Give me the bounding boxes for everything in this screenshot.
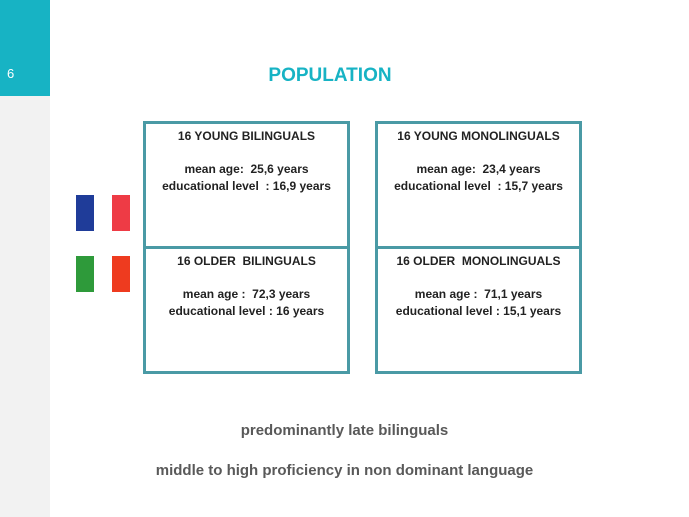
- group-heading: 16 OLDER BILINGUALS: [177, 254, 316, 268]
- group-education-level: educational level : 15,1 years: [395, 304, 562, 318]
- group-box-older-bilinguals: [143, 246, 350, 374]
- italy-flag-green-stripe: [76, 256, 94, 292]
- italy-flag-red-stripe: [112, 256, 130, 292]
- group-heading: 16 OLDER MONOLINGUALS: [396, 254, 561, 268]
- group-heading: 16 YOUNG BILINGUALS: [177, 129, 316, 143]
- france-flag-red-stripe: [112, 195, 130, 231]
- group-heading: 16 YOUNG MONOLINGUALS: [397, 129, 560, 143]
- group-education-level: educational level : 15,7 years: [394, 179, 563, 193]
- group-mean-age: mean age: 25,6 years: [184, 162, 309, 176]
- group-mean-age: mean age : 71,1 years: [414, 287, 543, 301]
- italy-flag-white-stripe: [94, 256, 112, 292]
- slide-title: POPULATION: [268, 65, 392, 86]
- group-mean-age: mean age: 23,4 years: [416, 162, 541, 176]
- group-box-young-bilinguals: [143, 121, 350, 249]
- group-mean-age: mean age : 72,3 years: [182, 287, 311, 301]
- note-proficiency: middle to high proficiency in non dominant language: [155, 462, 534, 479]
- group-education-level: educational level : 16 years: [168, 304, 325, 318]
- france-flag-blue-stripe: [76, 195, 94, 231]
- italy-flag-icon: [76, 256, 130, 292]
- page-number: 6: [7, 66, 15, 81]
- france-flag-white-stripe: [94, 195, 112, 231]
- page-number-tab: [0, 0, 50, 96]
- note-late-bilinguals: predominantly late bilinguals: [240, 422, 449, 439]
- group-education-level: educational level : 16,9 years: [162, 179, 331, 193]
- group-box-older-monolinguals: [375, 246, 582, 374]
- france-flag-icon: [76, 195, 130, 231]
- group-box-young-monolinguals: [375, 121, 582, 249]
